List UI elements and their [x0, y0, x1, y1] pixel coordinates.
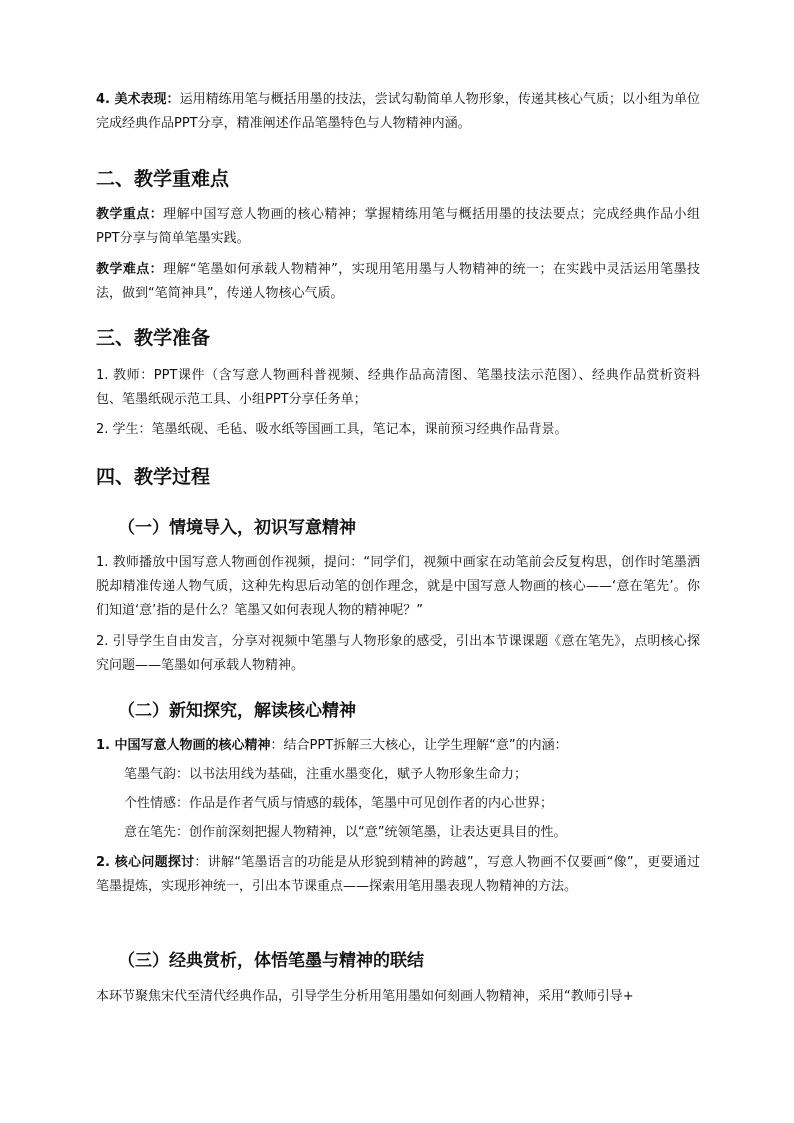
difficult-points — [96, 258, 700, 306]
process-1-p2: 2. 引导学生自由发言，分享对视频中笔墨与人物形象的感受，引出本节课课题《意在笔先》，点明核心探究问题——笔墨如何承载人物精神。 — [96, 634, 700, 673]
section-4-heading: 四、教学过程 — [96, 466, 211, 488]
process-2-p2-text: ：讲解“笔墨语言的功能是从形貌到精神的跨越”，写意人物画不仅要画“像”，更要通过笔墨提炼，实现形神统一，引出本节课重点——探索用笔用墨表现人物精神的方法。 — [96, 855, 700, 894]
process-2-p1-label: 1. 中国写意人物画的核心精神 — [96, 738, 271, 753]
objective-4-text: 运用精练用笔与概括用墨的技法，尝试勾勒简单人物形象，传递其核心气质；以小组为单位完成经典作品PPT分享，精准阐述作品笔墨特色与人物精神内涵。 — [96, 92, 700, 131]
core-item-2: 个性情感：作品是作者气质与情感的载体，笔墨中可见创作者的内心世界； — [124, 796, 554, 811]
process-1-p1: 1. 教师播放中国写意人物画创作视频，提问：“同学们，视频中画家在动笔前会反复构思，创作时笔墨洒脱却精准传递人物气质，这种先构思后动笔的创作理念，就是中国写意人物画的核心——‘意在笔先’。你们知道‘意’指的是什么？笔墨又如何表现人物的精神呢？” — [96, 555, 700, 618]
subsection-1-heading: （一）情境导入，初识写意精神 — [118, 518, 356, 538]
process-3-p1: 本环节聚焦宋代至清代经典作品，引导学生分析用笔用墨如何刻画人物精神，采用“教师引导+ — [96, 989, 634, 1004]
core-item-1: 笔墨气韵：以书法用线为基础，注重水墨变化，赋予人物形象生命力； — [124, 767, 528, 782]
process-2-p1-text: ：结合PPT拆解三大核心，让学生理解“意”的内涵： — [270, 738, 568, 753]
section-2-heading: 二、教学重难点 — [96, 168, 230, 190]
objective-4-label: 4. 美术表现： — [96, 92, 180, 107]
key-points-text: 理解中国写意人物画的核心精神；掌握精练用笔与概括用墨的技法要点；完成经典作品小组PPT分享与简单笔墨实践。 — [96, 207, 700, 246]
process-2-p1 — [96, 734, 700, 758]
difficult-points-text: 理解“笔墨如何承载人物精神”，实现用笔用墨与人物精神的统一；在实践中灵活运用笔墨技法，做到“笔简神具”，传递人物核心气质。 — [96, 262, 700, 301]
core-item-3: 意在笔先：创作前深刻把握人物精神，以“意”统领笔墨，让表达更具目的性。 — [124, 825, 567, 840]
prep-teacher: 1. 教师：PPT课件（含写意人物画科普视频、经典作品高清图、笔墨技法示范图）、经典作品赏析资料包、笔墨纸砚示范工具、小组PPT分享任务单； — [96, 368, 700, 407]
subsection-2-heading: （二）新知探究，解读核心精神 — [118, 701, 356, 721]
subsection-3-heading: （三）经典赏析，体悟笔墨与精神的联结 — [118, 951, 424, 971]
key-points-label: 教学重点： — [96, 207, 164, 222]
difficult-points-label: 教学难点： — [96, 262, 164, 277]
key-points — [96, 203, 700, 251]
section-3-heading: 三、教学准备 — [96, 327, 211, 349]
process-2-p2-label: 2. 核心问题探讨 — [96, 855, 195, 870]
prep-student: 2. 学生：笔墨纸砚、毛毡、吸水纸等国画工具，笔记本，课前预习经典作品背景。 — [96, 422, 568, 437]
process-2-p2 — [96, 851, 700, 899]
objective-4 — [96, 88, 700, 136]
